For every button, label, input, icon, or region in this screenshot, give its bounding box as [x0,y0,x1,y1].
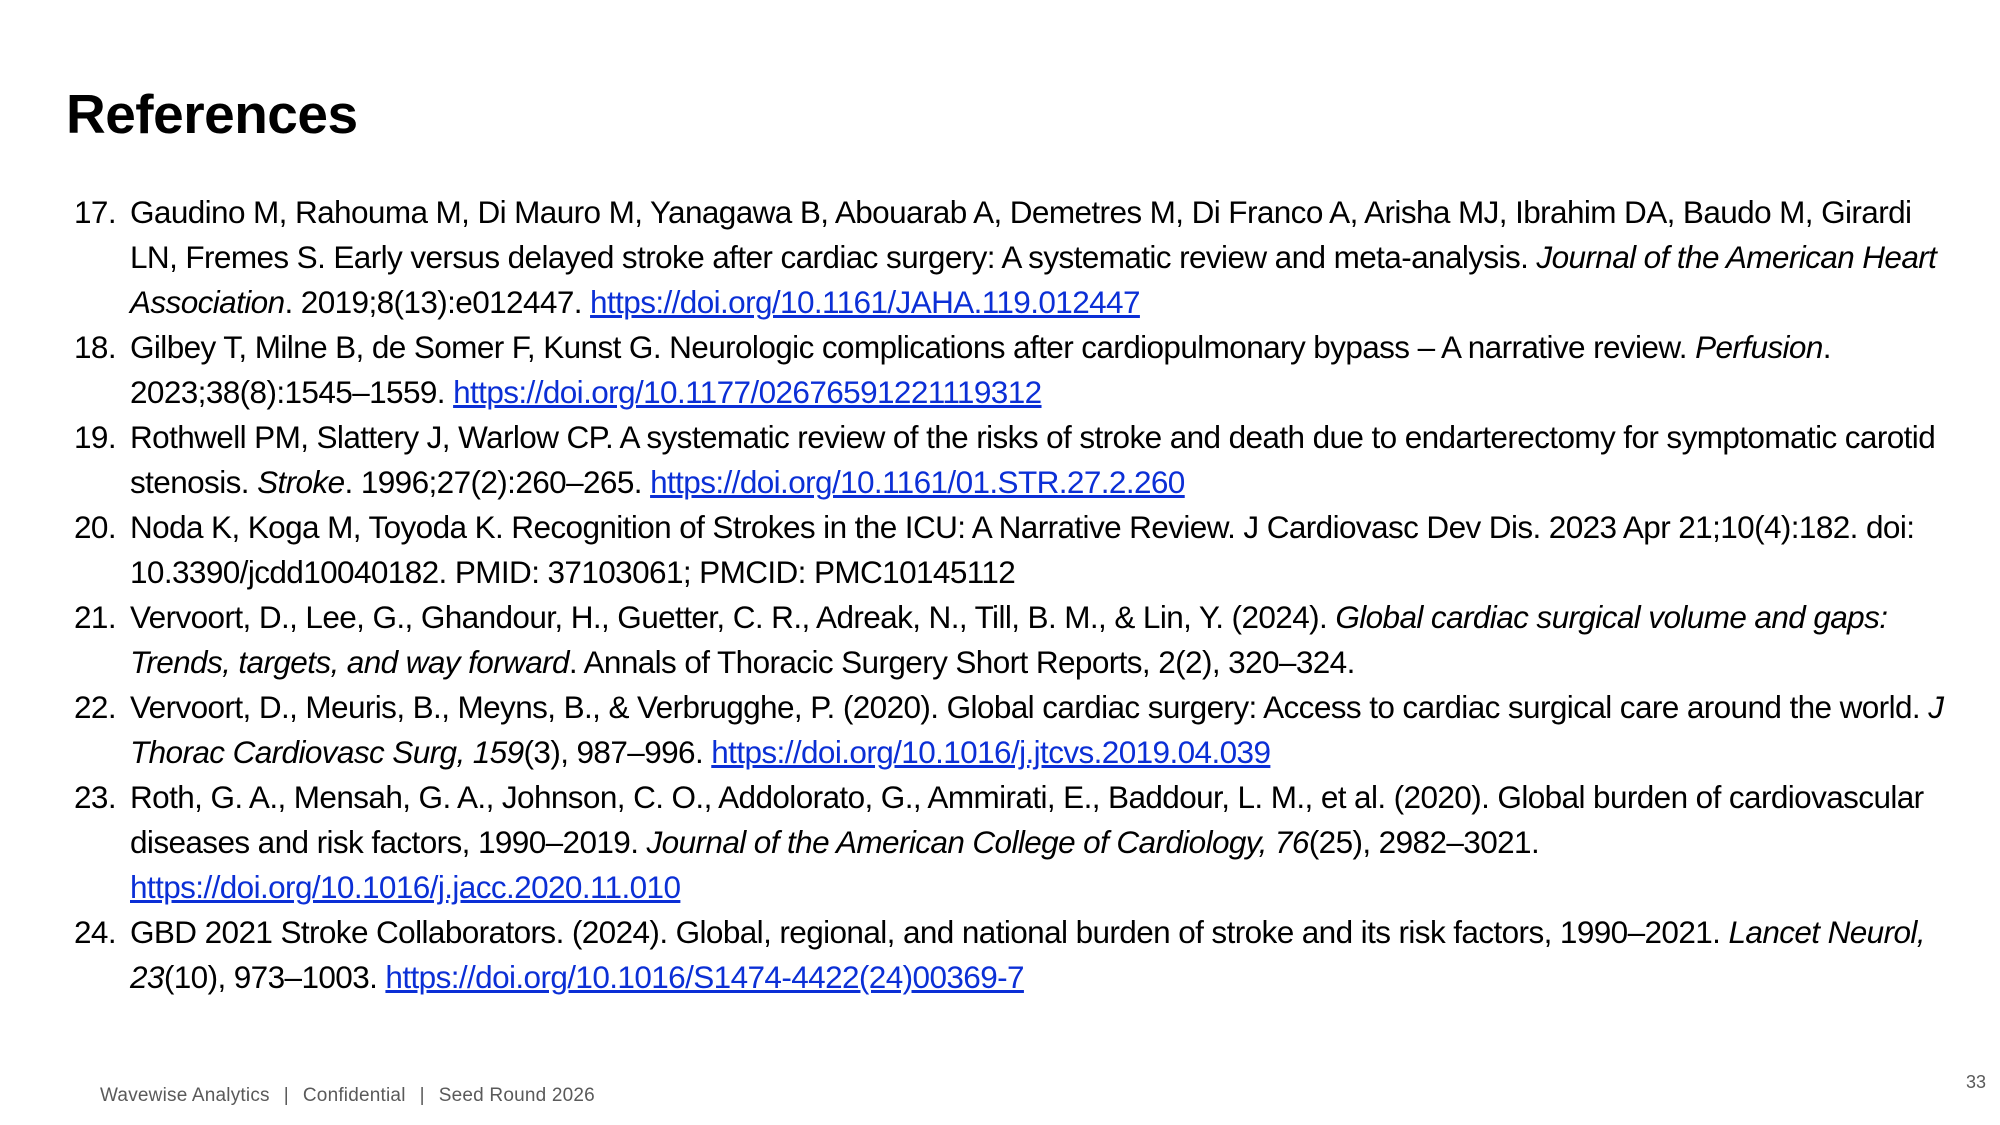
footer-company: Wavewise Analytics [100,1085,270,1106]
reference-journal: Perfusion [1695,329,1823,365]
reference-citation: . 1996;27(2):260–265. [344,464,651,500]
reference-text [130,685,1954,775]
reference-citation: . 2019;8(13):e012447. [284,284,591,320]
reference-doi-link[interactable]: https://doi.org/10.1161/01.STR.27.2.260 [650,464,1185,500]
slide-footer [100,1085,595,1107]
reference-full-text: Noda K, Koga M, Toyoda K. Recognition of Strokes in the ICU: A Narrative Review. J Cardiovasc Dev Dis. 2023 Apr 21;10(4):182. doi: 10.3390/jcdd10040182. PMID: 37103061; PMCID: PMC10145112 [130,509,1915,590]
page-title: References [66,83,358,145]
reference-doi-link[interactable]: https://doi.org/10.1016/j.jacc.2020.11.010 [130,869,681,905]
reference-authors-title: Gilbey T, Milne B, de Somer F, Kunst G. Neurologic complications after cardiopulmonary bypass – A narrative review. [130,329,1696,365]
footer-round: Seed Round 2026 [438,1085,595,1106]
reference-item [74,595,1954,685]
reference-doi-link[interactable]: https://doi.org/10.1177/02676591221119312 [453,374,1042,410]
reference-citation: (10), 973–1003. [163,959,386,995]
reference-number: 17. [74,194,116,230]
reference-number: 20. [74,509,116,545]
reference-item [74,775,1954,910]
reference-journal: Lancet Neurol, 23 [130,914,1925,995]
reference-item [74,325,1954,415]
reference-number: 22. [74,689,116,725]
reference-authors-title: Vervoort, D., Meuris, B., Meyns, B., & Verbrugghe, P. (2020). Global cardiac surgery: Access to cardiac surgical care around the world. [130,689,1929,725]
reference-journal: Journal of the American Heart Association [130,239,1937,320]
reference-number: 19. [74,419,116,455]
reference-number: 24. [74,914,116,950]
reference-journal: Journal of the American College of Cardiology, 76 [646,824,1309,860]
footer-confidential: Confidential [302,1085,406,1106]
reference-title-italic: Global cardiac surgical volume and gaps: Trends, targets, and way forward [130,599,1888,680]
reference-citation: . 2023;38(8):1545–1559. [130,329,1831,410]
footer-separator: | [283,1085,289,1106]
reference-authors: Vervoort, D., Lee, G., Ghandour, H., Guetter, C. R., Adreak, N., Till, B. M., & Lin, Y. (2024). [130,599,1336,635]
reference-list [74,190,1954,1000]
reference-authors-title: GBD 2021 Stroke Collaborators. (2024). Global, regional, and national burden of stroke and its risk factors, 1990–2021. [130,914,1729,950]
page-number: 33 [1965,1072,1986,1092]
reference-item [74,910,1954,1000]
reference-doi-link[interactable]: https://doi.org/10.1016/S1474-4422(24)00369-7 [385,959,1024,995]
reference-journal: Stroke [257,464,345,500]
reference-journal: J Thorac Cardiovasc Surg, 159 [130,689,1944,770]
reference-citation: . Annals of Thoracic Surgery Short Reports, 2(2), 320–324. [568,644,1355,680]
reference-doi-link[interactable]: https://doi.org/10.1016/j.jtcvs.2019.04.039 [711,734,1271,770]
reference-item [74,685,1954,775]
reference-item [74,190,1954,325]
reference-number: 18. [74,329,116,365]
reference-citation: (3), 987–996. [523,734,712,770]
reference-text [130,775,1954,910]
reference-item [74,505,1954,595]
reference-authors-title: Gaudino M, Rahouma M, Di Mauro M, Yanagawa B, Abouarab A, Demetres M, Di Franco A, Arisha MJ, Ibrahim DA, Baudo M, Girardi LN, Fremes S. Early versus delayed stroke after cardiac surgery: A systematic review and meta-analysis. [130,194,1912,275]
reference-text [130,910,1954,1000]
reference-citation: (25), 2982–3021. [1308,824,1540,860]
reference-text [130,505,1954,595]
reference-number: 21. [74,599,116,635]
reference-text [130,325,1954,415]
reference-item [74,415,1954,505]
reference-text [130,190,1954,325]
footer-separator: | [419,1085,425,1106]
reference-authors-title: Roth, G. A., Mensah, G. A., Johnson, C. O., Addolorato, G., Ammirati, E., Baddour, L. M., et al. (2020). Global burden of cardiovascular diseases and risk factors, 1990–2019. [130,779,1924,860]
reference-doi-link[interactable]: https://doi.org/10.1161/JAHA.119.012447 [590,284,1140,320]
reference-authors-title: Rothwell PM, Slattery J, Warlow CP. A systematic review of the risks of stroke and death due to endarterectomy for symptomatic carotid stenosis. [130,419,1936,500]
reference-text [130,595,1954,685]
reference-text [130,415,1954,505]
reference-number: 23. [74,779,116,815]
